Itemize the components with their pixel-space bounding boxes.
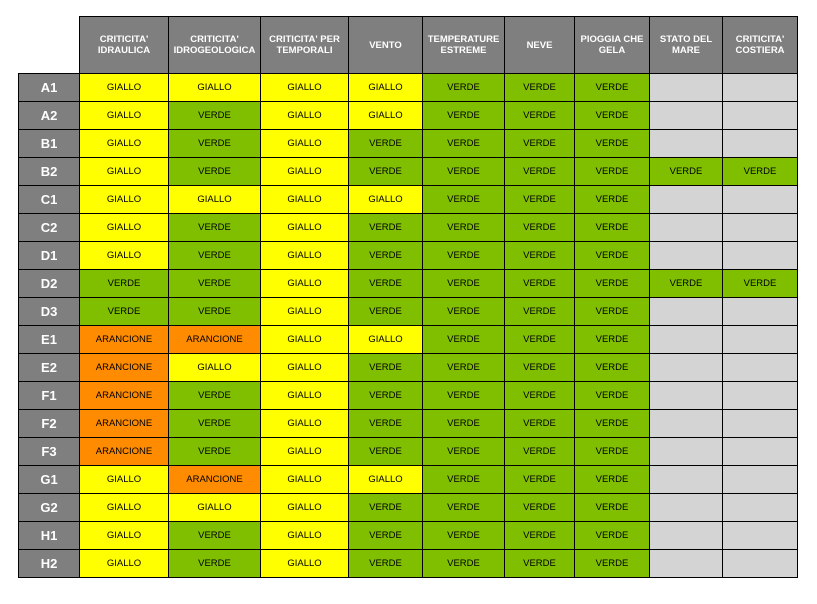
alert-level-cell: GIALLO <box>261 214 349 242</box>
alert-level-cell: VERDE <box>575 382 650 410</box>
alert-level-cell: GIALLO <box>80 130 169 158</box>
zone-label: F1 <box>19 382 80 410</box>
alert-level-cell: VERDE <box>80 298 169 326</box>
alert-level-cell: VERDE <box>423 438 505 466</box>
empty-cell <box>723 466 798 494</box>
alert-level-cell: GIALLO <box>80 242 169 270</box>
alert-level-cell: VERDE <box>349 298 423 326</box>
table-row <box>19 74 798 102</box>
alert-level-cell: VERDE <box>423 102 505 130</box>
header-row <box>19 17 798 74</box>
empty-cell <box>650 410 723 438</box>
alert-level-cell: GIALLO <box>261 494 349 522</box>
alert-level-cell: VERDE <box>505 354 575 382</box>
alert-level-cell: VERDE <box>505 410 575 438</box>
alert-level-cell: VERDE <box>349 158 423 186</box>
alert-level-cell: VERDE <box>505 158 575 186</box>
empty-cell <box>650 382 723 410</box>
alert-level-cell: VERDE <box>423 382 505 410</box>
alert-level-cell: GIALLO <box>261 74 349 102</box>
alert-level-cell: VERDE <box>423 186 505 214</box>
alert-level-cell: VERDE <box>169 438 261 466</box>
empty-cell <box>723 102 798 130</box>
alert-level-cell: VERDE <box>575 494 650 522</box>
empty-cell <box>723 186 798 214</box>
alert-level-cell: VERDE <box>423 130 505 158</box>
empty-cell <box>650 214 723 242</box>
zone-label: D3 <box>19 298 80 326</box>
alert-level-cell: GIALLO <box>261 354 349 382</box>
alert-level-cell: VERDE <box>505 74 575 102</box>
alert-level-cell: VERDE <box>169 130 261 158</box>
zone-label: F2 <box>19 410 80 438</box>
alert-level-cell: GIALLO <box>261 158 349 186</box>
alert-level-cell: ARANCIONE <box>80 382 169 410</box>
zone-label: E2 <box>19 354 80 382</box>
alert-level-cell: VERDE <box>505 326 575 354</box>
alert-level-cell: VERDE <box>423 354 505 382</box>
empty-cell <box>650 74 723 102</box>
alert-level-cell: GIALLO <box>261 326 349 354</box>
alert-level-cell: GIALLO <box>261 550 349 578</box>
alert-level-cell: ARANCIONE <box>169 466 261 494</box>
zone-label: C2 <box>19 214 80 242</box>
zone-label: B1 <box>19 130 80 158</box>
empty-cell <box>650 522 723 550</box>
alert-level-cell: VERDE <box>575 242 650 270</box>
table-row <box>19 550 798 578</box>
alert-level-cell: GIALLO <box>261 186 349 214</box>
alert-level-cell: GIALLO <box>349 326 423 354</box>
alert-level-cell: GIALLO <box>80 102 169 130</box>
alert-level-cell: VERDE <box>723 158 798 186</box>
empty-cell <box>723 354 798 382</box>
empty-cell <box>723 242 798 270</box>
col-header-neve: NEVE <box>505 17 575 74</box>
alert-level-cell: VERDE <box>575 354 650 382</box>
table-row <box>19 438 798 466</box>
alert-level-cell: VERDE <box>80 270 169 298</box>
alert-level-cell: VERDE <box>349 382 423 410</box>
alert-level-cell: VERDE <box>575 550 650 578</box>
alert-level-cell: VERDE <box>575 186 650 214</box>
alert-level-cell: VERDE <box>575 326 650 354</box>
alert-level-cell: GIALLO <box>169 494 261 522</box>
alert-level-cell: GIALLO <box>80 214 169 242</box>
alert-level-cell: GIALLO <box>349 102 423 130</box>
empty-cell <box>723 214 798 242</box>
alert-level-cell: VERDE <box>349 130 423 158</box>
alert-level-cell: VERDE <box>505 298 575 326</box>
zone-label: H2 <box>19 550 80 578</box>
alert-level-cell: VERDE <box>349 550 423 578</box>
alert-level-cell: VERDE <box>169 242 261 270</box>
alert-level-cell: ARANCIONE <box>80 410 169 438</box>
table-row <box>19 354 798 382</box>
empty-cell <box>650 326 723 354</box>
alert-level-cell: VERDE <box>505 550 575 578</box>
zone-label: H1 <box>19 522 80 550</box>
alert-level-cell: VERDE <box>505 242 575 270</box>
empty-cell <box>650 494 723 522</box>
alert-level-cell: VERDE <box>423 466 505 494</box>
table-row <box>19 326 798 354</box>
empty-cell <box>723 74 798 102</box>
col-header-criticita-idraulica: CRITICITA' IDRAULICA <box>80 17 169 74</box>
empty-cell <box>723 130 798 158</box>
alert-level-cell: VERDE <box>575 130 650 158</box>
table-row <box>19 298 798 326</box>
alert-level-cell: VERDE <box>349 494 423 522</box>
empty-cell <box>650 466 723 494</box>
empty-cell <box>723 438 798 466</box>
table-row <box>19 186 798 214</box>
alert-level-cell: VERDE <box>423 550 505 578</box>
alert-level-cell: VERDE <box>575 410 650 438</box>
empty-cell <box>650 438 723 466</box>
alert-level-cell: VERDE <box>169 410 261 438</box>
alert-level-cell: GIALLO <box>80 550 169 578</box>
alert-level-cell: VERDE <box>575 74 650 102</box>
alert-level-cell: VERDE <box>169 158 261 186</box>
alert-level-cell: GIALLO <box>80 158 169 186</box>
alert-level-cell: GIALLO <box>169 186 261 214</box>
table-row <box>19 466 798 494</box>
alert-level-cell: VERDE <box>505 270 575 298</box>
alert-level-cell: VERDE <box>505 382 575 410</box>
alert-level-cell: VERDE <box>575 270 650 298</box>
alert-level-cell: VERDE <box>575 298 650 326</box>
corner-cell <box>19 17 80 74</box>
alert-level-cell: GIALLO <box>169 74 261 102</box>
zone-label: E1 <box>19 326 80 354</box>
zone-label: A2 <box>19 102 80 130</box>
alert-level-cell: GIALLO <box>349 466 423 494</box>
zone-label: C1 <box>19 186 80 214</box>
col-header-stato-del-mare: STATO DEL MARE <box>650 17 723 74</box>
alert-level-cell: VERDE <box>169 102 261 130</box>
zone-label: D2 <box>19 270 80 298</box>
zone-label: A1 <box>19 74 80 102</box>
alert-level-cell: ARANCIONE <box>80 438 169 466</box>
alert-level-cell: ARANCIONE <box>80 326 169 354</box>
alert-level-cell: VERDE <box>349 354 423 382</box>
alert-level-cell: VERDE <box>650 270 723 298</box>
table-row <box>19 494 798 522</box>
alert-level-cell: VERDE <box>423 242 505 270</box>
alert-level-cell: GIALLO <box>261 130 349 158</box>
zone-label: G1 <box>19 466 80 494</box>
empty-cell <box>723 410 798 438</box>
alert-level-cell: GIALLO <box>261 438 349 466</box>
empty-cell <box>723 326 798 354</box>
alert-level-cell: GIALLO <box>261 102 349 130</box>
alert-level-cell: VERDE <box>349 270 423 298</box>
empty-cell <box>650 102 723 130</box>
table-row <box>19 410 798 438</box>
empty-cell <box>650 186 723 214</box>
zone-label: G2 <box>19 494 80 522</box>
alert-level-cell: GIALLO <box>261 466 349 494</box>
alert-level-cell: VERDE <box>349 410 423 438</box>
table-row <box>19 242 798 270</box>
zone-label: D1 <box>19 242 80 270</box>
alert-level-cell: VERDE <box>505 438 575 466</box>
alert-level-cell: VERDE <box>650 158 723 186</box>
alert-level-cell: VERDE <box>575 438 650 466</box>
alert-level-cell: VERDE <box>169 298 261 326</box>
alert-level-cell: VERDE <box>505 214 575 242</box>
alert-level-cell: GIALLO <box>80 186 169 214</box>
empty-cell <box>723 382 798 410</box>
alert-table <box>18 16 798 578</box>
alert-level-cell: VERDE <box>505 494 575 522</box>
alert-level-cell: VERDE <box>169 522 261 550</box>
alert-level-cell: VERDE <box>423 522 505 550</box>
empty-cell <box>723 550 798 578</box>
zone-label: B2 <box>19 158 80 186</box>
table-row <box>19 382 798 410</box>
empty-cell <box>650 298 723 326</box>
alert-level-cell: VERDE <box>349 242 423 270</box>
alert-level-cell: GIALLO <box>349 186 423 214</box>
alert-level-cell: VERDE <box>423 214 505 242</box>
alert-level-cell: VERDE <box>575 158 650 186</box>
alert-level-cell: VERDE <box>423 494 505 522</box>
alert-level-cell: GIALLO <box>261 242 349 270</box>
table-row <box>19 214 798 242</box>
alert-level-cell: VERDE <box>575 214 650 242</box>
empty-cell <box>650 550 723 578</box>
alert-table-body <box>19 74 798 578</box>
alert-level-cell: VERDE <box>575 522 650 550</box>
col-header-criticita-temporali: CRITICITA' PER TEMPORALI <box>261 17 349 74</box>
table-row <box>19 102 798 130</box>
alert-level-cell: GIALLO <box>261 298 349 326</box>
alert-level-cell: VERDE <box>169 214 261 242</box>
alert-level-cell: VERDE <box>575 102 650 130</box>
alert-level-cell: VERDE <box>423 270 505 298</box>
alert-level-cell: VERDE <box>349 522 423 550</box>
alert-level-cell: VERDE <box>423 298 505 326</box>
alert-level-cell: GIALLO <box>261 522 349 550</box>
alert-level-cell: VERDE <box>423 410 505 438</box>
alert-level-cell: GIALLO <box>261 410 349 438</box>
alert-level-cell: VERDE <box>349 214 423 242</box>
alert-level-cell: GIALLO <box>261 382 349 410</box>
alert-level-cell: VERDE <box>423 326 505 354</box>
alert-level-cell: GIALLO <box>349 74 423 102</box>
alert-level-cell: VERDE <box>423 74 505 102</box>
alert-level-cell: VERDE <box>575 466 650 494</box>
alert-level-cell: VERDE <box>505 466 575 494</box>
alert-level-cell: ARANCIONE <box>80 354 169 382</box>
empty-cell <box>723 298 798 326</box>
alert-level-cell: VERDE <box>723 270 798 298</box>
col-header-pioggia-che-gela: PIOGGIA CHE GELA <box>575 17 650 74</box>
alert-level-cell: VERDE <box>423 158 505 186</box>
col-header-criticita-costiera: CRITICITA' COSTIERA <box>723 17 798 74</box>
empty-cell <box>650 130 723 158</box>
empty-cell <box>650 354 723 382</box>
alert-level-cell: GIALLO <box>80 466 169 494</box>
col-header-temperature-estreme: TEMPERATURE ESTREME <box>423 17 505 74</box>
alert-level-cell: GIALLO <box>261 270 349 298</box>
alert-level-cell: VERDE <box>505 186 575 214</box>
col-header-vento: VENTO <box>349 17 423 74</box>
alert-level-cell: VERDE <box>505 130 575 158</box>
empty-cell <box>723 494 798 522</box>
alert-level-cell: VERDE <box>349 438 423 466</box>
table-row <box>19 130 798 158</box>
alert-level-cell: VERDE <box>505 522 575 550</box>
empty-cell <box>650 242 723 270</box>
col-header-criticita-idrogeologica: CRITICITA' IDROGEOLOGICA <box>169 17 261 74</box>
alert-level-cell: GIALLO <box>80 522 169 550</box>
alert-level-cell: VERDE <box>169 550 261 578</box>
alert-level-cell: GIALLO <box>169 354 261 382</box>
zone-label: F3 <box>19 438 80 466</box>
empty-cell <box>723 522 798 550</box>
alert-level-cell: VERDE <box>505 102 575 130</box>
alert-level-cell: GIALLO <box>80 494 169 522</box>
table-row <box>19 522 798 550</box>
table-row <box>19 270 798 298</box>
alert-level-cell: VERDE <box>169 270 261 298</box>
alert-level-cell: ARANCIONE <box>169 326 261 354</box>
alert-level-cell: VERDE <box>169 382 261 410</box>
table-row <box>19 158 798 186</box>
alert-level-cell: GIALLO <box>80 74 169 102</box>
